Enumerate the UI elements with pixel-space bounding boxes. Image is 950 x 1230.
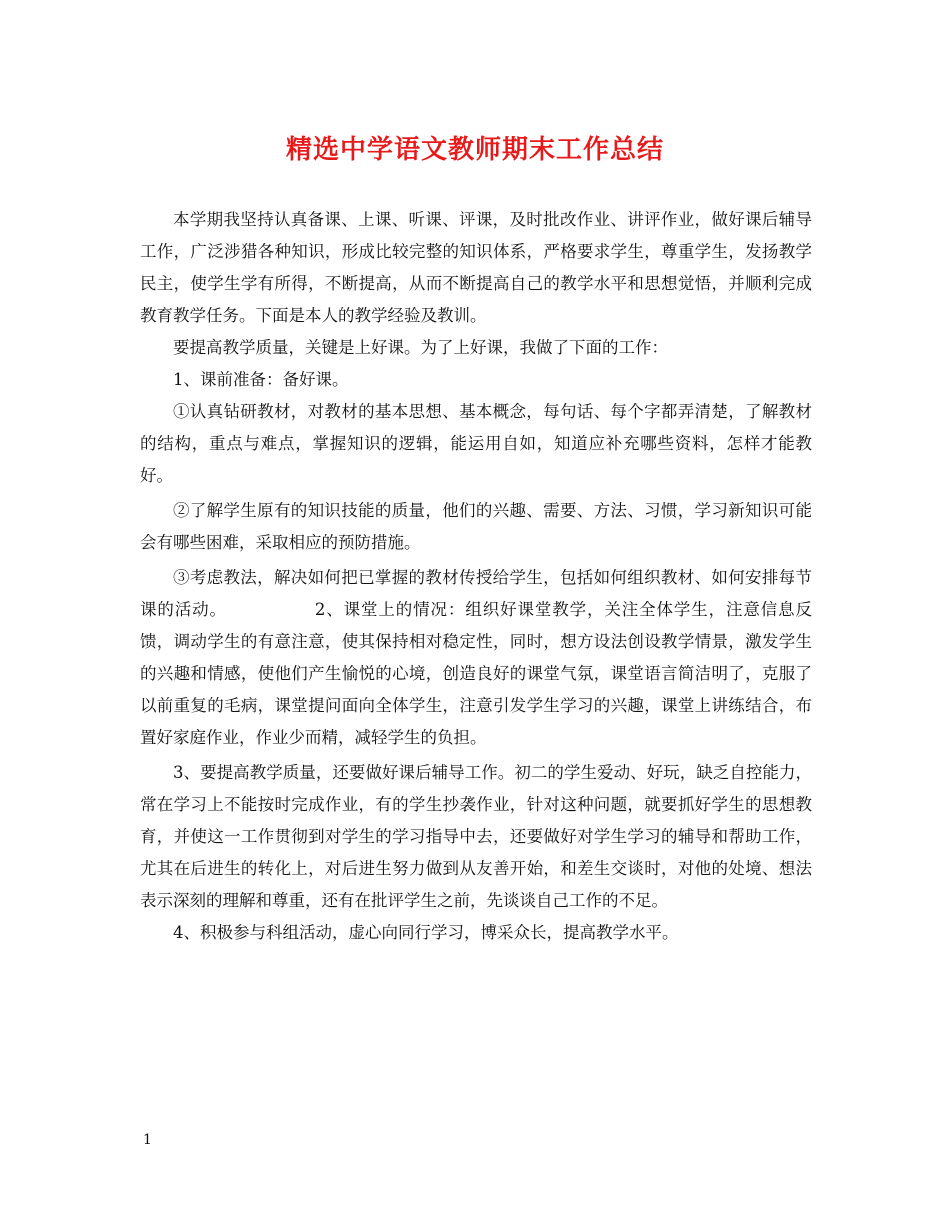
paragraph-intro: 本学期我坚持认真备课、上课、听课、评课，及时批改作业、讲评作业，做好课后辅导工作，广泛涉猎各种知识，形成比较完整的知识体系，严格要求学生，尊重学生，发扬教学民主，使学生学有所得，不断提高，从而不断提高自己的教学水平和思想觉悟，并顺利完成教育教学任务。下面是本人的教学经验及教训。 — [140, 210, 812, 325]
paragraph-item-1: 1、课前准备：备好课。 — [173, 370, 349, 389]
paragraph-item-1c-and-2 — [140, 562, 812, 754]
paragraph-item-3: 3、要提高教学质量，还要做好课后辅导工作。初二的学生爱动、好玩，缺乏自控能力，常在学习上不能按时完成作业，有的学生抄袭作业，针对这种问题，就要抓好学生的思想教育，并使这一工作贯彻到对学生的学习指导中去，还要做好对学生学习的辅导和帮助工作，尤其在后进生的转化上，对后进生努力做到从友善开始，和差生交谈时，对他的处境、想法表示深刻的理解和尊重，还有在批评学生之前，先谈谈自己工作的不足。 — [140, 763, 812, 910]
document-title: 精选中学语文教师期末工作总结 — [285, 135, 664, 165]
document-body — [140, 204, 812, 949]
page-number: 1 — [143, 1132, 152, 1148]
paragraph-key-point: 要提高教学质量，关键是上好课。为了上好课，我做了下面的工作： — [173, 338, 668, 357]
paragraph-item-1b: ②了解学生原有的知识技能的质量，他们的兴趣、需要、方法、习惯，学习新知识可能会有哪些困难，采取相应的预防措施。 — [140, 501, 812, 552]
paragraph-item-1a: ①认真钻研教材，对教材的基本思想、基本概念，每句话、每个字都弄清楚，了解教材的结构，重点与难点，掌握知识的逻辑，能运用自如，知道应补充哪些资料，怎样才能教好。 — [140, 402, 812, 485]
paragraph-item-4: 4、积极参与科组活动，虚心向同行学习，博采众长，提高教学水平。 — [173, 923, 679, 942]
paragraph-item-2: 2、课堂上的情况：组织好课堂教学，关注全体学生，注意信息反馈，调动学生的有意注意，使其保持相对稳定性，同时，想方设法创设教学情景，激发学生的兴趣和情感，使他们产生愉悦的心境，创造良好的课堂气氛，课堂语言简洁明了，克服了以前重复的毛病，课堂提问面向全体学生，注意引发学生学习的兴趣，课堂上讲练结合，布置好家庭作业，作业少而精，减轻学生的负担。 — [140, 600, 813, 747]
paragraph-item-1c: ③考虑教法，解决如何把已掌握的教材传授给学生，包括如何组织教材、如何安排每节课的活动。 — [140, 568, 812, 619]
